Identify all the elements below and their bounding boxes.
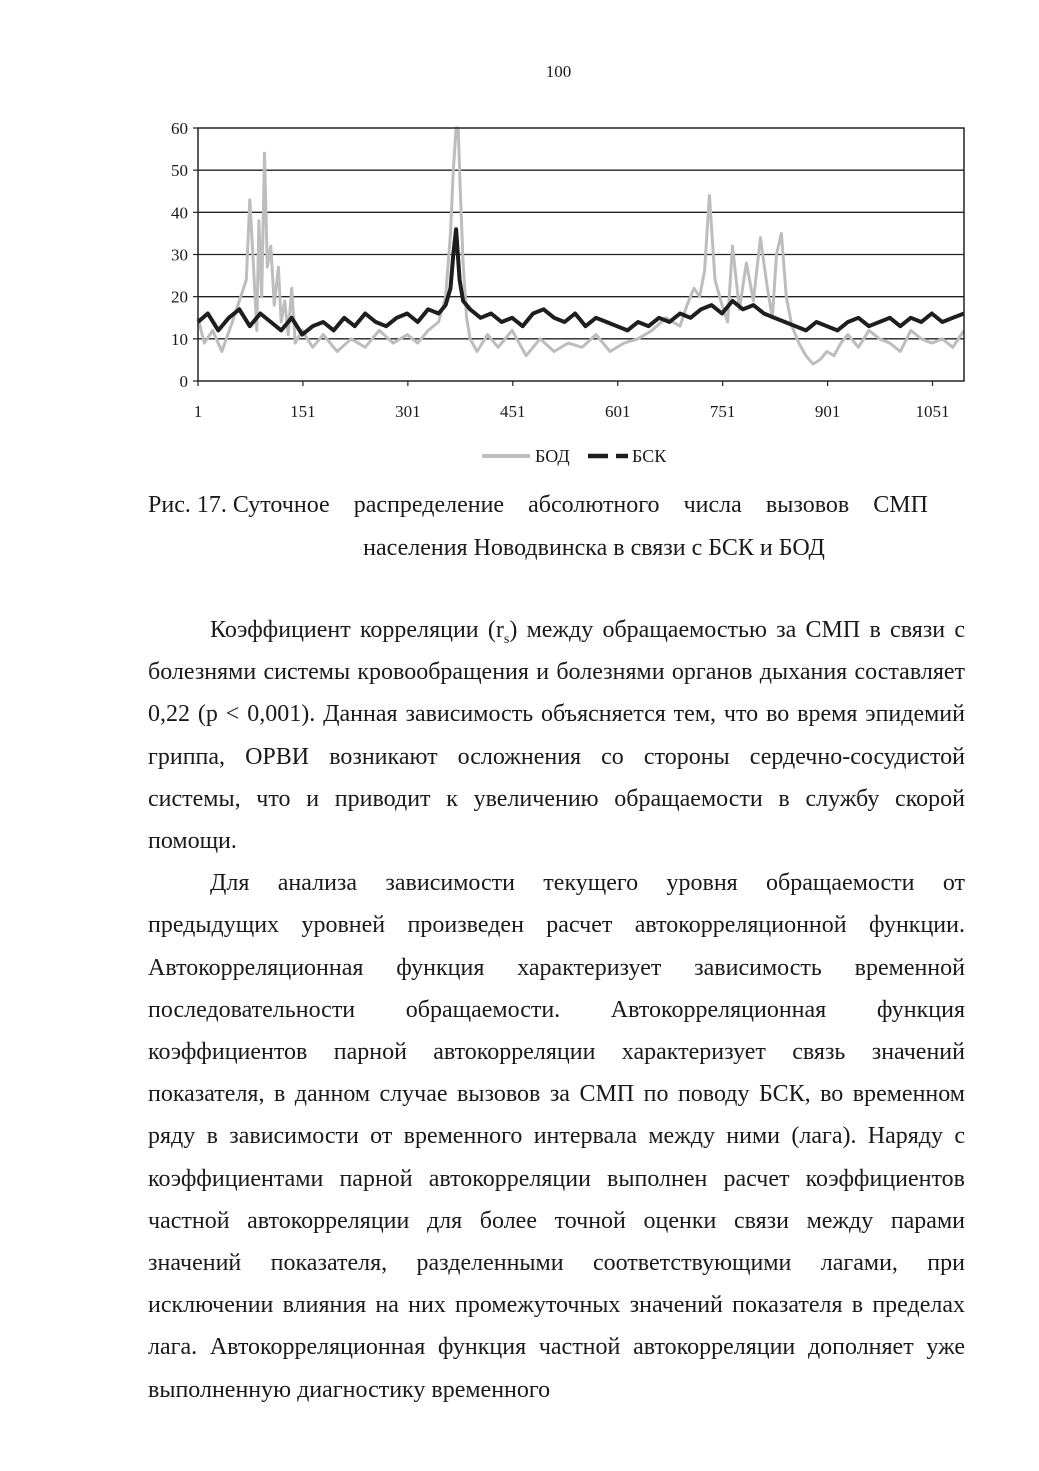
paragraph-1-start: Коэффициент корреляции (r [210, 617, 504, 643]
paragraph-1-rest: ) между обращаемостью за СМП в связи с болезнями системы кровообращения и болезнями органов дыхания составляет 0,22 (р < 0,001). Данная зависимость объясняется тем, что во время эпидемий гриппа, ОРВИ возникают осложнения со стороны сердечно-сосудистой системы, что и приводит к увеличению обращаемости в службу скорой помощи. [148, 617, 965, 855]
legend-label-bsk: БСК [632, 446, 667, 466]
x-tick-label: 151 [290, 402, 316, 421]
x-tick-label: 1 [193, 402, 203, 421]
y-tick-label: 10 [171, 329, 188, 349]
subscript-s: s [503, 631, 510, 647]
caption-line-1 [148, 484, 928, 527]
caption-word: Рис. 17. Суточное [148, 492, 330, 518]
chart-legend [482, 446, 667, 466]
y-axis-ticks [171, 119, 198, 391]
y-tick-label: 20 [171, 287, 188, 307]
series-line-bsk [198, 229, 964, 334]
y-tick-label: 0 [179, 372, 188, 391]
paragraph-1 [148, 609, 965, 862]
figure-caption [148, 484, 928, 570]
chart-series [198, 128, 964, 364]
y-tick-label: 40 [171, 203, 188, 223]
chart [150, 112, 980, 482]
body-text [148, 609, 965, 1411]
x-tick-label: 901 [814, 402, 841, 421]
caption-word: вызовов [765, 492, 850, 518]
legend-label-bod: БОД [535, 446, 570, 466]
series-line-bod [198, 128, 964, 364]
caption-word: абсолютного [528, 492, 660, 518]
x-tick-label: 451 [500, 402, 526, 421]
x-tick-label: 301 [395, 402, 421, 421]
y-tick-label: 60 [171, 119, 188, 138]
y-tick-label: 50 [171, 161, 188, 181]
caption-word: числа [683, 492, 742, 518]
x-tick-label: 751 [709, 402, 736, 421]
page-number: 100 [545, 62, 572, 81]
x-tick-label: 1051 [915, 402, 950, 421]
x-tick-label: 601 [604, 402, 631, 421]
chart-gridlines [198, 170, 964, 339]
caption-word: СМП [873, 492, 928, 518]
caption-line-2: населения Новодвинска в связи с БСК и БОД [363, 535, 825, 561]
x-axis-ticks [194, 381, 950, 421]
caption-word: распределение [353, 492, 505, 518]
y-tick-label: 30 [171, 245, 188, 265]
paragraph-2: Для анализа зависимости текущего уровня обращаемости от предыдущих уровней произведен расчет автокорреляционной функции. Автокорреляционная функция характеризует зависимость временной последовательности обращаемости. Автокорреляционная функция коэффициентов парной автокорреляции характеризует связь значений показателя, в данном случае вызовов за СМП по поводу БСК, во временном ряду в зависимости от временного интервала между ними (лага). Наряду с коэффициентами парной автокорреляции выполнен расчет коэффициентов частной автокорреляции для более точной оценки связи между парами значений показателя, разделенными соответствующими лагами, при исключении влияния на них промежуточных значений показателя в пределах лага. Автокорреляционная функция частной автокорреляции дополняет уже выполненную диагностику временного [148, 870, 965, 1403]
